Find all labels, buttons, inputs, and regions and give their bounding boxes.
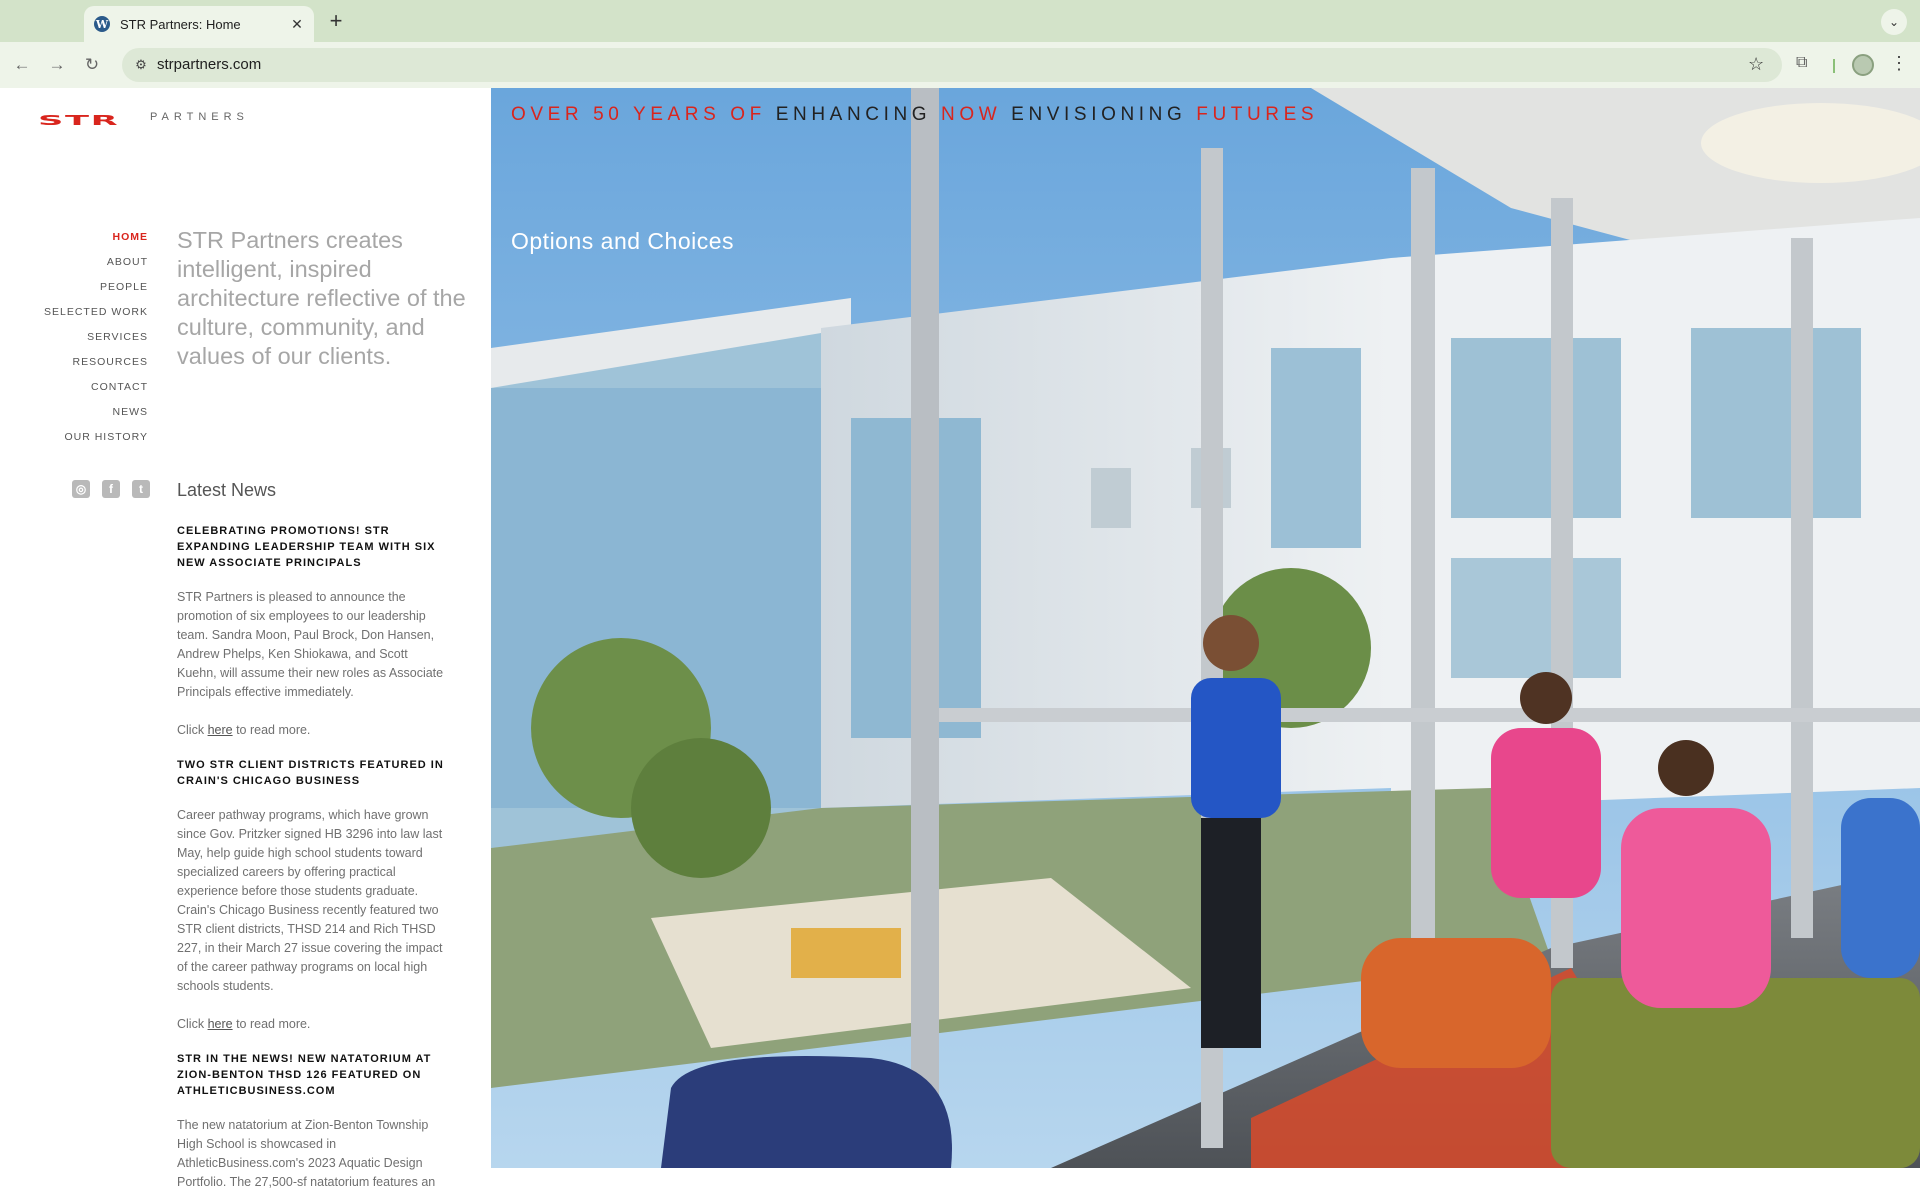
browser-tab[interactable] bbox=[84, 6, 314, 42]
news-item bbox=[177, 1051, 449, 1192]
slogan-part-1: OVER 50 YEARS OF bbox=[511, 104, 776, 125]
news-title: TWO STR CLIENT DISTRICTS FEATURED IN CRAIN'S CHICAGO BUSINESS bbox=[177, 759, 444, 787]
logo-partners: PARTNERS bbox=[150, 111, 249, 123]
tab-title: STR Partners: Home bbox=[120, 16, 241, 32]
read-more-link[interactable]: here bbox=[207, 1017, 233, 1031]
nav-resources[interactable]: RESOURCES bbox=[72, 356, 148, 368]
nav-news[interactable]: NEWS bbox=[112, 406, 148, 418]
logo-str: STR bbox=[38, 113, 120, 129]
read-more-link[interactable]: here bbox=[207, 723, 233, 737]
more-menu-icon[interactable]: ⋮ bbox=[1890, 53, 1908, 73]
facebook-icon[interactable]: f bbox=[102, 480, 120, 498]
instagram-icon[interactable]: ◎ bbox=[72, 480, 90, 498]
nav-our-history[interactable]: OUR HISTORY bbox=[64, 431, 148, 443]
news-read-more bbox=[177, 721, 449, 740]
news-body: The new natatorium at Zion-Benton Township High School is showcased in AthleticBusiness.com's 2023 Aquatic Design Portfolio. The 27,500-sf natatorium features an bbox=[177, 1118, 436, 1189]
slogan-part-3: NOW bbox=[941, 104, 1012, 125]
hero-caption[interactable]: Options and Choices bbox=[511, 228, 735, 254]
news-item bbox=[177, 523, 449, 740]
slogan-part-2: ENHANCING bbox=[775, 104, 942, 125]
new-tab-button[interactable]: + bbox=[329, 8, 343, 33]
browser-toolbar bbox=[0, 42, 1920, 88]
main-navigation bbox=[30, 230, 148, 455]
hero-image bbox=[491, 88, 1920, 1168]
read-more-prefix: Click bbox=[177, 1017, 208, 1031]
nav-about[interactable]: ABOUT bbox=[106, 256, 148, 268]
twitter-icon[interactable]: t bbox=[132, 480, 150, 498]
slogan-part-5: FUTURES bbox=[1196, 104, 1319, 125]
news-heading: Latest News bbox=[177, 480, 277, 500]
reload-icon[interactable]: ↻ bbox=[84, 55, 100, 74]
read-more-suffix: to read more. bbox=[232, 723, 311, 737]
extensions-icon[interactable]: ⧉ bbox=[1796, 54, 1808, 71]
hero-slogan bbox=[511, 104, 1318, 126]
nav-services[interactable]: SERVICES bbox=[87, 331, 148, 343]
latest-news bbox=[177, 480, 449, 1200]
news-read-more bbox=[177, 1015, 449, 1034]
nav-home[interactable]: HOME bbox=[112, 231, 148, 243]
nav-selected-work[interactable]: SELECTED WORK bbox=[43, 306, 148, 318]
url-text[interactable]: strpartners.com bbox=[157, 56, 262, 73]
news-item bbox=[177, 757, 449, 1034]
toolbar-divider bbox=[1833, 59, 1835, 73]
chevron-down-icon[interactable]: ⌄ bbox=[1881, 9, 1907, 35]
wordpress-icon: W bbox=[95, 17, 109, 31]
back-arrow-icon[interactable]: ← bbox=[13, 55, 31, 74]
news-body: STR Partners is pleased to announce the promotion of six employees to our leadership team. Sandra Moon, Paul Brock, Don Hansen, Andrew Phelps, Ken Shiokawa, and Scott Kuehn, will assume their new roles as Associate Principals effective immediately. bbox=[177, 590, 444, 699]
site-info-icon[interactable]: ⚙ bbox=[135, 57, 147, 72]
web-page bbox=[0, 88, 1920, 1200]
news-body: Career pathway programs, which have grown since Gov. Pritzker signed HB 3296 into law last May, help guide high school students toward specialized careers by offering practical experience before those students graduate. Crain's Chicago Business recently featured two STR client districts, THSD 214 and Rich THSD 227, in their March 27 issue covering the impact of the career pathway programs on local high schools students. bbox=[177, 808, 443, 993]
address-bar[interactable] bbox=[122, 48, 1782, 82]
str-logo[interactable] bbox=[38, 106, 249, 129]
forward-arrow-icon[interactable]: → bbox=[48, 55, 66, 74]
close-icon[interactable]: ✕ bbox=[291, 15, 303, 32]
nav-contact[interactable]: CONTACT bbox=[91, 381, 148, 393]
profile-avatar[interactable] bbox=[1852, 54, 1874, 76]
news-title: CELEBRATING PROMOTIONS! STR EXPANDING LEADERSHIP TEAM WITH SIX NEW ASSOCIATE PRINCIPALS bbox=[177, 525, 436, 569]
read-more-prefix: Click bbox=[177, 723, 208, 737]
browser-tab-bar bbox=[0, 0, 1920, 42]
news-title: STR IN THE NEWS! NEW NATATORIUM AT ZION-BENTON THSD 126 FEATURED ON ATHLETICBUSINESS.COM bbox=[177, 1053, 432, 1097]
social-links bbox=[72, 480, 150, 498]
site-tagline: STR Partners creates intelligent, inspired architecture reflective of the culture, community, and values of our clients. bbox=[177, 227, 466, 369]
nav-people[interactable]: PEOPLE bbox=[99, 281, 148, 293]
slogan-part-4: ENVISIONING bbox=[1011, 104, 1197, 125]
bookmark-star-icon[interactable]: ☆ bbox=[1748, 54, 1765, 74]
read-more-suffix: to read more. bbox=[232, 1017, 311, 1031]
